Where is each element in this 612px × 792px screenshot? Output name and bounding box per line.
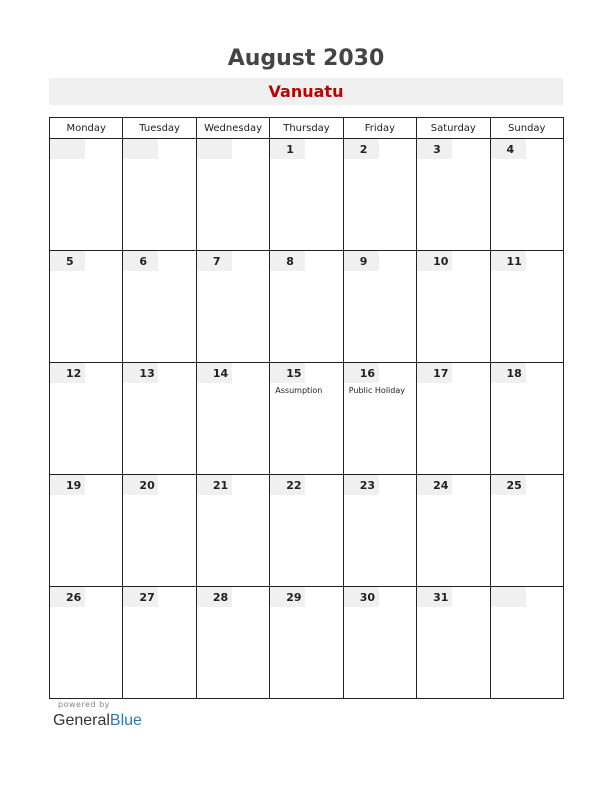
day-number: 23 [344, 475, 379, 495]
day-number: 3 [417, 139, 452, 159]
day-number: 14 [197, 363, 232, 383]
weekday-sunday: Sunday [490, 118, 563, 139]
week-row [50, 363, 564, 475]
day-cell[interactable] [196, 475, 269, 587]
day-cell[interactable] [343, 251, 416, 363]
day-number [197, 139, 232, 159]
day-number: 1 [270, 139, 305, 159]
weekday-wednesday: Wednesday [196, 118, 269, 139]
day-number: 15 [270, 363, 305, 383]
day-cell[interactable] [417, 251, 490, 363]
day-cell[interactable] [417, 363, 490, 475]
day-number: 8 [270, 251, 305, 271]
day-cell[interactable] [490, 251, 563, 363]
day-number: 21 [197, 475, 232, 495]
day-cell[interactable] [417, 475, 490, 587]
powered-by-text: powered by [58, 700, 110, 709]
day-cell[interactable] [50, 139, 123, 251]
day-cell[interactable] [490, 475, 563, 587]
day-cell[interactable] [196, 251, 269, 363]
day-number: 12 [50, 363, 85, 383]
day-number: 16 [344, 363, 379, 383]
day-number: 17 [417, 363, 452, 383]
day-cell[interactable] [123, 363, 196, 475]
day-cell[interactable] [490, 587, 563, 699]
weekday-tuesday: Tuesday [123, 118, 196, 139]
day-number: 19 [50, 475, 85, 495]
day-number: 18 [491, 363, 526, 383]
country-name: Vanuatu [268, 82, 344, 101]
day-cell[interactable] [343, 587, 416, 699]
day-number: 5 [50, 251, 85, 271]
day-cell[interactable] [343, 475, 416, 587]
day-number: 7 [197, 251, 232, 271]
weekday-friday: Friday [343, 118, 416, 139]
day-cell[interactable] [270, 363, 343, 475]
day-cell[interactable] [417, 139, 490, 251]
day-cell[interactable] [196, 363, 269, 475]
day-cell[interactable] [50, 251, 123, 363]
day-number: 22 [270, 475, 305, 495]
weekday-header-row [50, 118, 564, 139]
day-number: 4 [491, 139, 526, 159]
day-cell[interactable] [417, 587, 490, 699]
day-number: 13 [123, 363, 158, 383]
calendar-title: August 2030 [227, 46, 385, 71]
day-cell[interactable] [343, 139, 416, 251]
day-number: 25 [491, 475, 526, 495]
holiday-label: Public Holiday [348, 386, 405, 395]
brand-general: General [53, 712, 110, 729]
day-number: 10 [417, 251, 452, 271]
day-number [50, 139, 85, 159]
day-number: 11 [491, 251, 526, 271]
week-row [50, 475, 564, 587]
day-cell[interactable] [123, 251, 196, 363]
calendar-grid [49, 117, 564, 699]
brand-logo[interactable] [53, 712, 142, 730]
calendar-body [50, 139, 564, 699]
day-cell[interactable] [343, 363, 416, 475]
day-cell[interactable] [50, 587, 123, 699]
day-number: 9 [344, 251, 379, 271]
weekday-saturday: Saturday [417, 118, 490, 139]
day-cell[interactable] [270, 139, 343, 251]
week-row [50, 251, 564, 363]
brand-blue: Blue [109, 712, 142, 729]
day-number [123, 139, 158, 159]
day-number: 24 [417, 475, 452, 495]
day-number: 26 [50, 587, 85, 607]
holiday-label: Assumption [275, 386, 323, 395]
week-row [50, 587, 564, 699]
day-cell[interactable] [270, 251, 343, 363]
day-number: 2 [344, 139, 379, 159]
day-number: 31 [417, 587, 452, 607]
day-cell[interactable] [270, 587, 343, 699]
day-number [491, 587, 526, 607]
day-number: 20 [123, 475, 158, 495]
day-number: 27 [123, 587, 158, 607]
day-cell[interactable] [196, 587, 269, 699]
day-number: 30 [344, 587, 379, 607]
day-number: 6 [123, 251, 158, 271]
day-cell[interactable] [123, 587, 196, 699]
day-number: 28 [197, 587, 232, 607]
weekday-thursday: Thursday [270, 118, 343, 139]
day-cell[interactable] [490, 363, 563, 475]
day-cell[interactable] [123, 475, 196, 587]
day-cell[interactable] [270, 475, 343, 587]
day-cell[interactable] [50, 475, 123, 587]
day-cell[interactable] [490, 139, 563, 251]
weekday-monday: Monday [50, 118, 123, 139]
week-row [50, 139, 564, 251]
day-cell[interactable] [123, 139, 196, 251]
day-cell[interactable] [50, 363, 123, 475]
country-banner [49, 78, 563, 105]
day-cell[interactable] [196, 139, 269, 251]
day-number: 29 [270, 587, 305, 607]
